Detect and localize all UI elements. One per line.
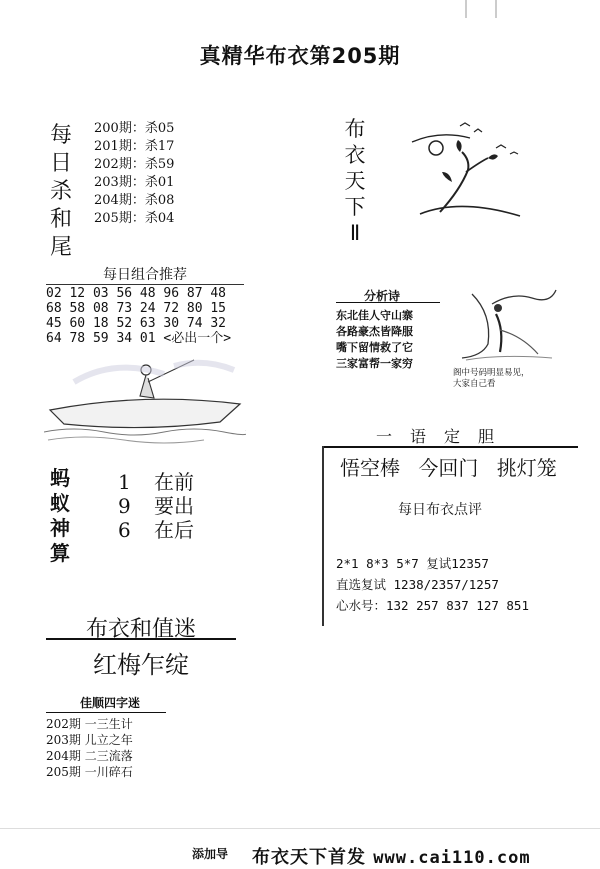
one-word-heading: 一语定胆 xyxy=(376,427,513,446)
brand-vertical-label xyxy=(340,116,370,246)
poem-heading: 分析诗 xyxy=(364,289,401,303)
fisherman-boat-illustration xyxy=(44,352,246,444)
combo-heading: 每日组合推荐 xyxy=(103,267,187,283)
combo-row: 02 12 03 56 48 96 87 48 xyxy=(46,286,227,301)
combo-row: 64 78 59 34 01 <必出一个> xyxy=(46,331,232,346)
footer-brand xyxy=(252,843,531,869)
poem-note-line: 大家自己看 xyxy=(453,379,496,389)
one-word-side-rule xyxy=(322,446,324,626)
four-char-row: 203期 儿立之年 xyxy=(46,733,133,747)
one-word-answer: 悟空棒 今回门 挑灯笼 xyxy=(340,456,557,480)
ant-god-label-char: 神 xyxy=(50,516,70,540)
ant-god-label xyxy=(46,466,74,566)
tail-kill-row: 202期：杀59 xyxy=(94,157,175,172)
four-char-row: 202期 一三生计 xyxy=(46,717,133,731)
brand-vertical-char: 布 xyxy=(344,117,366,141)
ant-god-label-char: 蚂 xyxy=(50,466,70,490)
brand-vertical-char: 天 xyxy=(344,169,366,193)
poem-divider xyxy=(336,302,440,303)
ant-god-text: 在后 xyxy=(154,518,194,542)
one-word-divider xyxy=(324,446,578,448)
tail-kill-row: 200期：杀05 xyxy=(94,121,175,136)
ant-god-number: 9 xyxy=(118,494,131,518)
daily-review-line: 直选复试 1238/2357/1257 xyxy=(336,577,499,592)
four-char-row: 204期 二三流落 xyxy=(46,749,133,763)
poem-line: 嘴下留情救了它 xyxy=(336,341,413,354)
poem-line: 各路豪杰皆降服 xyxy=(336,325,413,338)
ant-god-label-char: 算 xyxy=(50,541,70,565)
footer-site-link[interactable]: www.cai110.com xyxy=(373,848,531,868)
tail-kill-label-char: 和 xyxy=(49,207,72,232)
daily-review-line: 2*1 8*3 5*7 复试12357 xyxy=(336,556,489,571)
tail-kill-label-char: 尾 xyxy=(49,235,72,260)
poem-note-line: 阁中号码明显易见， xyxy=(453,368,530,378)
daily-review-lines xyxy=(336,553,529,616)
tail-kill-label-char: 每 xyxy=(49,123,72,148)
four-char-row: 205期 一川碎石 xyxy=(46,765,133,779)
riddle-answer: 红梅乍绽 xyxy=(93,651,189,679)
daily-review-line: 心水号：132 257 837 127 851 xyxy=(336,598,529,613)
tail-kill-label-char: 日 xyxy=(49,151,72,176)
ant-god-label-char: 蚁 xyxy=(50,491,70,515)
ant-god-number: 6 xyxy=(118,518,131,542)
combo-numbers xyxy=(46,286,231,346)
tail-kill-row: 201期：杀17 xyxy=(94,139,175,154)
brand-vertical-char: Ⅱ xyxy=(349,221,361,245)
poem-line: 三家富帮一家穷 xyxy=(336,357,413,370)
daily-review-heading: 每日布衣点评 xyxy=(398,502,482,518)
tail-kill-label xyxy=(46,122,76,262)
ant-god-text: 要出 xyxy=(154,494,194,518)
four-char-divider xyxy=(46,712,166,713)
four-char-heading: 佳顺四字迷 xyxy=(80,696,141,710)
sun-tree-birds-illustration xyxy=(400,112,530,222)
combo-row: 68 58 08 73 24 72 80 15 xyxy=(46,301,227,316)
poem-note xyxy=(453,368,530,390)
tail-kill-list xyxy=(94,120,174,228)
footer-add-nav-link[interactable]: 添加导 xyxy=(192,847,229,861)
tail-kill-label-char: 杀 xyxy=(49,179,72,204)
riddle-title: 布衣和值迷 xyxy=(85,617,196,642)
poem-lines xyxy=(336,308,413,372)
combo-divider xyxy=(46,284,244,285)
riddle-divider xyxy=(46,638,236,640)
corner-marks xyxy=(464,0,498,18)
tail-kill-row: 203期：杀01 xyxy=(94,175,175,190)
poem-line: 东北佳人守山寨 xyxy=(336,309,413,322)
footer-brand-text: 布衣天下首发 xyxy=(252,847,366,868)
tail-kill-row: 205期：杀04 xyxy=(94,211,175,226)
ant-god-number: 1 xyxy=(118,470,131,494)
brand-vertical-char: 下 xyxy=(344,195,366,219)
four-char-list xyxy=(46,716,133,780)
footer-divider xyxy=(0,828,600,829)
ribbon-dancer-illustration xyxy=(452,284,562,364)
page-title: 真精华布衣第205期 xyxy=(199,44,401,68)
ant-god-text: 在前 xyxy=(154,470,194,494)
tail-kill-row: 204期：杀08 xyxy=(94,193,175,208)
combo-row: 45 60 18 52 63 30 74 32 xyxy=(46,316,227,331)
brand-vertical-char: 衣 xyxy=(344,143,366,167)
ant-god-row xyxy=(118,514,194,543)
